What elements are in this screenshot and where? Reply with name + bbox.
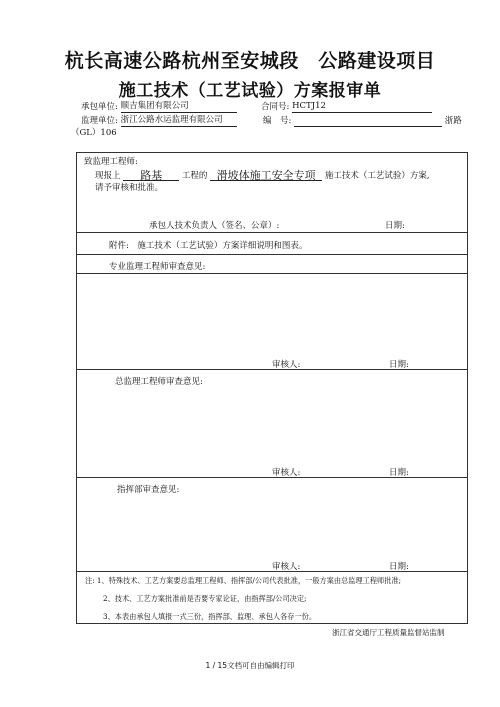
- specialist-review-area[interactable]: [77, 274, 467, 358]
- submit-mid: 工程的: [181, 171, 208, 181]
- divider: [77, 254, 467, 255]
- specialist-reviewer-label: 审核人:: [272, 360, 301, 370]
- note-1: 注: 1、特殊技术、工艺方案要总监理工程师、指挥部/公司代表批准，一般方案由总监理工程师批准;: [85, 576, 402, 585]
- divider: [77, 477, 467, 478]
- form-code-suffix: 浙路: [444, 116, 462, 126]
- divider: [77, 369, 467, 370]
- submission-line-2: 请予审核和批准。: [95, 183, 164, 193]
- form-code-line2: （GL）106: [71, 128, 117, 138]
- submission-line: [95, 167, 430, 181]
- hq-review-area[interactable]: [77, 497, 467, 557]
- document-title: 杭长高速公路杭州至安城段 公路建设项目: [64, 50, 436, 72]
- divider: [77, 571, 467, 572]
- submit-suffix: 施工技术（工艺试验）方案,: [324, 171, 430, 181]
- contract-no-row: [261, 101, 432, 113]
- hq-review-label: 指挥部审查意见:: [117, 485, 180, 495]
- scheme-field[interactable]: [210, 167, 322, 181]
- chief-review-area[interactable]: [77, 389, 467, 465]
- divider: [77, 232, 467, 233]
- form-title: 施工技术（工艺试验）方案报审单: [118, 81, 382, 101]
- chief-date-label: 日期:: [389, 468, 409, 478]
- page-footer: 1 / 15文档可自由编辑打印: [205, 661, 295, 670]
- contractor-row: [81, 101, 237, 113]
- chief-review-label: 总监理工程师审查意见:: [115, 377, 203, 387]
- contractor-date-label: 日期:: [385, 221, 405, 231]
- contractor-value: 顺吉集团有限公司: [120, 101, 189, 111]
- number-row: [263, 115, 462, 127]
- supervisor-field[interactable]: [121, 115, 237, 127]
- note-3: 3、本表由承包人填报一式三份，指挥部、监理、承包人各存一份。: [103, 612, 317, 621]
- note-2: 2、技术、工艺方案批准前是否要专家论证，由指挥部/公司决定;: [103, 594, 307, 603]
- supervisor-label: 监理单位:: [81, 116, 118, 126]
- submit-prefix: 现报上: [95, 171, 121, 181]
- issuer-label: 浙江省交通厅工程质量监督站监制: [332, 628, 445, 637]
- number-label: 编 号:: [263, 116, 292, 126]
- contractor-label: 承包单位:: [81, 102, 118, 112]
- supervisor-row: [81, 115, 237, 127]
- project-field[interactable]: [123, 167, 179, 181]
- specialist-date-label: 日期:: [389, 360, 409, 370]
- hq-date-label: 日期:: [389, 562, 409, 572]
- contract-no-label: 合同号:: [261, 102, 290, 112]
- approval-form-table: [76, 152, 468, 624]
- contractor-field[interactable]: [121, 101, 237, 113]
- hq-reviewer-label: 审核人:: [272, 562, 301, 572]
- specialist-review-label: 专业监理工程师审查意见:: [109, 262, 206, 272]
- attachment-note: 附件: 施工技术（工艺试验）方案详细说明和图表。: [109, 241, 308, 251]
- submit-project: 路基: [140, 169, 163, 182]
- addressee: 致监理工程师:: [84, 157, 138, 167]
- chief-reviewer-label: 审核人:: [272, 468, 301, 478]
- supervisor-value: 浙江公路水运监理有限公司: [120, 115, 223, 125]
- number-field[interactable]: [294, 115, 442, 127]
- submit-scheme: 滑坡体施工安全专项: [216, 169, 316, 182]
- contract-no-value: HCTJ12: [292, 101, 326, 111]
- contractor-signature-label: 承包人技术负责人（签名、公章）:: [149, 221, 280, 231]
- contract-no-field[interactable]: [292, 101, 432, 113]
